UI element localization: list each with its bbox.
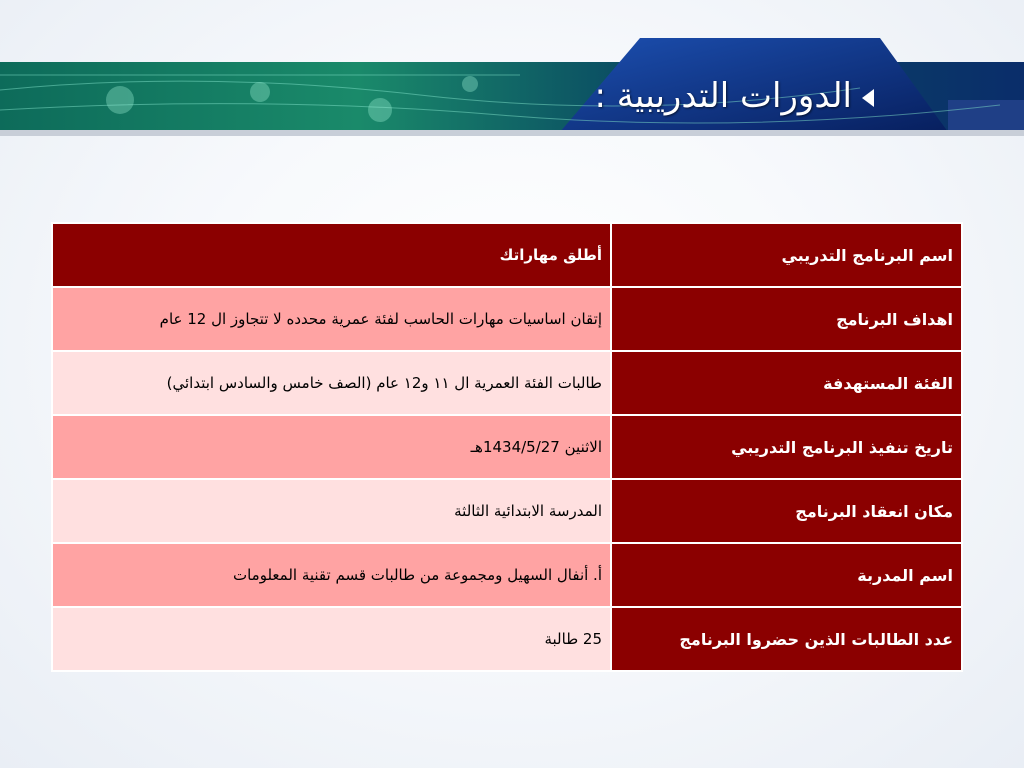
row-value: طالبات الفئة العمرية ال ١١ و١2 عام (الصف خامس والسادس ابتدائي) <box>52 351 611 415</box>
row-value: أطلق مهاراتك <box>52 223 611 287</box>
table-row <box>52 287 962 351</box>
row-value: 25 طالبة <box>52 607 611 671</box>
row-value: إتقان اساسيات مهارات الحاسب لفئة عمرية محدده لا تتجاوز ال 12 عام <box>52 287 611 351</box>
training-info-table <box>51 222 963 672</box>
table-row <box>52 607 962 671</box>
table-row <box>52 351 962 415</box>
row-label: عدد الطالبات الذين حضروا البرنامج <box>611 607 962 671</box>
table-row <box>52 223 962 287</box>
table-row <box>52 415 962 479</box>
row-label: اسم المدربة <box>611 543 962 607</box>
table-row <box>52 479 962 543</box>
row-value: الاثنين 1434/5/27هـ <box>52 415 611 479</box>
table-row <box>52 543 962 607</box>
slide-title <box>594 72 874 120</box>
row-label: اسم البرنامج التدريبي <box>611 223 962 287</box>
row-label: الفئة المستهدفة <box>611 351 962 415</box>
row-label: اهداف البرنامج <box>611 287 962 351</box>
row-value: المدرسة الابتدائية الثالثة <box>52 479 611 543</box>
triangle-bullet-icon <box>862 89 874 107</box>
slide-title-text: الدورات التدريبية : <box>594 76 852 116</box>
row-label: مكان انعقاد البرنامج <box>611 479 962 543</box>
row-value: أ. أنفال السهيل ومجموعة من طالبات قسم تقنية المعلومات <box>52 543 611 607</box>
row-label: تاريخ تنفيذ البرنامج التدريبي <box>611 415 962 479</box>
